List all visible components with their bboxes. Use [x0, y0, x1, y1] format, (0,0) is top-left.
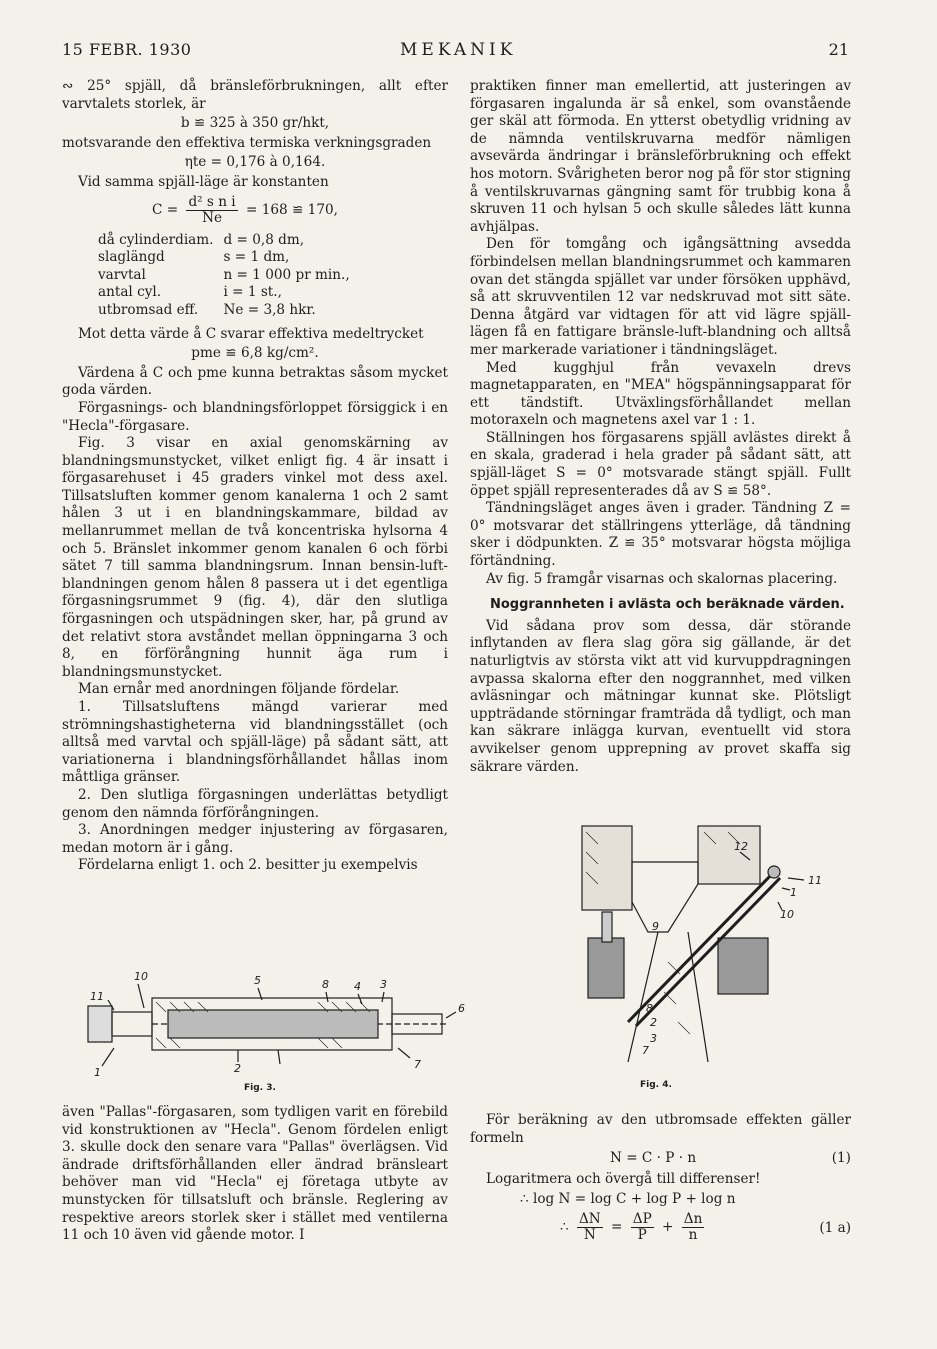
table-row	[98, 249, 360, 267]
paragraph: Fördelarna enligt 1. och 2. besitter ju exempelvis	[78, 857, 418, 874]
paragraph: Tändningsläget anges även i grader. Tändning Z = 0° motsvarar det ställringens ytterläge, då tändning sker i dödpunkten. Z ≌ 35° motsvarar högsta möjliga förtändning.	[470, 500, 851, 570]
equation: b ≌ 325 à 350 gr/hkt,	[180, 115, 330, 132]
right-column	[470, 78, 851, 776]
formula-prefix: ∴	[560, 1218, 569, 1235]
param-value: Ne = 3,8 hkr.	[223, 301, 316, 318]
fig3-label: 6	[458, 1002, 465, 1015]
paragraph: Vid samma spjäll-läge är konstanten	[78, 173, 329, 190]
numerator: Δn	[683, 1210, 703, 1227]
paragraph: även "Pallas"-förgasaren, som tydligen varit en förebild vid konstruktionen av "Hecla". Genom fördelen enligt 3. skulle dock den senare vara "Pallas" överlägsen. Vid ändrade driftsförhållanden eller ändrad bränsleart behöver man vid "Hecla" ej företaga utbyte av munstycken för tillsatsluft och bränsle. Reglering av respektive areors storlek sker i stället med ventilerna 11 och 10 även vid gående motor. I	[62, 1104, 448, 1244]
paragraph: Förgasnings- och blandningsförloppet försiggick i en "Hecla"-förgasare.	[62, 399, 448, 434]
table-row	[98, 302, 360, 320]
param-label: varvtal	[98, 266, 146, 283]
paragraph: Mot detta värde å C svarar effektiva medeltrycket	[78, 325, 424, 342]
fig3-label: 11	[90, 990, 104, 1003]
denominator: N	[583, 1226, 596, 1243]
section-heading: Noggrannheten i avlästa och beräknade värden.	[490, 597, 845, 613]
paragraph: 1. Tillsatsluftens mängd varierar med strömningshastigheterna vid blandningsstället (och alltså med varvtal och spjäll-läge) på sådant sätt, att variationerna i blandningsförhållandet hållas inom måttliga gränser.	[62, 699, 448, 786]
figure-3-caption: Fig. 3.	[244, 1083, 276, 1093]
denominator: Ne	[202, 209, 223, 226]
fig3-label: 5	[254, 974, 261, 987]
denominator: P	[637, 1226, 647, 1243]
paragraph: Ställningen hos förgasarens spjäll avlästes direkt å en skala, graderad i hela grader på sådant sätt, att spjäll-läget S = 0° motsvarade stängt spjäll. Fullt öppet spjäll representerades då av S ≌ 58°.	[470, 429, 851, 499]
paragraph: Den för tomgång och igångsättning avsedda förbindelsen mellan blandningsrummet och kammaren ovan det stängda spjället var under försöken upphävd, så att skruvventilen 12 var nedskruvad mot sitt säte. Denna åtgärd var vidtagen för att vid lägre spjäll-lägen få en fattigare bränsle-luft-blandning och alltså mer markerade variationer i tändningsläget.	[470, 236, 851, 358]
fig3-label: 3	[380, 978, 387, 991]
param-label: slaglängd	[98, 249, 165, 266]
constant-equation	[152, 195, 448, 226]
eq-left: C =	[152, 201, 179, 218]
fig4-label: 7	[642, 1044, 649, 1057]
param-value: i = 1 st.,	[223, 284, 282, 301]
fig3-label: 7	[414, 1058, 421, 1071]
paragraph: Värdena å C och pme kunna betraktas såsom mycket goda värden.	[62, 364, 448, 399]
fig3-label: 1	[94, 1066, 101, 1078]
paragraph: Logaritmera och övergå till differenser!	[486, 1170, 761, 1187]
paragraph: Man ernår med anordningen följande fördelar.	[78, 681, 400, 698]
numerator: d² s n i	[188, 193, 236, 210]
figure-3-nozzle-section	[78, 968, 468, 1078]
eq-right: = 168 ≌ 170,	[245, 201, 338, 218]
numerator: ΔN	[578, 1210, 601, 1227]
fig4-label: 3	[650, 1032, 657, 1045]
param-label: då cylinderdiam.	[98, 231, 214, 248]
table-row	[98, 284, 360, 302]
fig4-label: 9	[652, 920, 659, 933]
figure-4-carburetor-section	[568, 822, 828, 1074]
figure-4-caption: Fig. 4.	[640, 1080, 672, 1090]
paragraph: 2. Den slutliga förgasningen underlättas betydligt genom den nämnda förförångningen.	[62, 786, 448, 821]
formula-2: ∴ log N = log C + log P + log n	[520, 1191, 736, 1208]
param-value: d = 0,8 dm,	[223, 231, 305, 248]
fraction	[631, 1212, 654, 1243]
journal-title: MEKANIK	[400, 40, 517, 60]
paragraph: praktiken finner man emellertid, att justeringen av förgasaren ingalunda är så enkel, som ovanstående ger skäl att förmoda. En ytterst obetydlig vridning av de nämnda ventilskruvarna medför nämligen avsevärda ändringar i bränsleförbrukning och effekt hos motorn. Svårigheten beror nog på för stor stigning å ventilskruvarnas gängning samt för trubbig kona å skruven 11 och hylsan 5 och skulle således lätt kunna avhjälpas.	[470, 78, 851, 235]
paragraph: Med kugghjul från vevaxeln drevs magnetapparaten, en "MEA" högspänningsapparat för ett tändstift. Utväxlingsförhållandet mellan motoraxeln och magnetens axel var 1 : 1.	[470, 359, 851, 429]
param-value: n = 1 000 pr min.,	[223, 266, 350, 283]
fig3-label: 10	[134, 970, 148, 983]
formula-number: (1 a)	[819, 1219, 851, 1236]
fraction	[577, 1212, 603, 1243]
denominator: n	[688, 1226, 698, 1243]
paragraph: 3. Anordningen medger injustering av förgasaren, medan motorn är i gång.	[62, 822, 448, 856]
equation: ηte = 0,176 à 0,164.	[184, 154, 326, 171]
numerator: ΔP	[632, 1210, 652, 1227]
paragraph: För beräkning av den utbromsade effekten gäller formeln	[470, 1112, 851, 1146]
param-label: antal cyl.	[98, 284, 162, 301]
paragraph: ∾ 25° spjäll, då bränsleförbrukningen, allt efter varvtalets storlek, är	[62, 78, 448, 112]
paragraph: motsvarande den effektiva termiska verkningsgraden	[62, 134, 432, 151]
paragraph: Av fig. 5 framgår visarnas och skalornas placering.	[486, 570, 838, 587]
page-number: 21	[828, 40, 849, 59]
param-label: utbromsad eff.	[98, 301, 199, 318]
formula-text: N = C · P · n	[610, 1150, 697, 1167]
fraction	[682, 1212, 705, 1243]
fig4-label: 2	[650, 1016, 657, 1029]
fig4-label: 12	[734, 840, 748, 853]
left-column	[62, 78, 448, 875]
fig4-label: 1	[790, 886, 797, 899]
issue-date: 15 FEBR. 1930	[62, 40, 192, 59]
table-row	[98, 232, 360, 250]
paragraph: Fig. 3 visar en axial genomskärning av blandningsmunstycket, vilket enligt fig. 4 är insatt i förgasarehuset i 45 graders vinkel mot dess axel. Tillsatsluften kommer genom kanalerna 1 och 2 samt hålen 3 ut i en blandningskammare, bildad av mellanrummet mellan de två koncentriska hylsorna 4 och 5. Bränslet inkommer genom kanalen 6 och förbi sätet 7 till samma blandningsrum. Innan bensin-luft-blandningen genom hålen 8 passera ut i det egentliga förgasningsrummet 9 (fig. 4), där den slutliga förgasningen och utspädningen sker, har, på grund av det relativt stora avståndet mellan öppningarna 3 och 8, en förförångning hunnit äga rum i blandningsmunstycket.	[62, 435, 448, 680]
formula-1	[470, 1150, 851, 1168]
table-row	[98, 267, 360, 285]
fig4-label: 8	[646, 1002, 653, 1015]
fig3-label: 8	[322, 978, 329, 991]
fig4-label: 11	[808, 874, 822, 887]
paragraph: Vid sådana prov som dessa, där störande inflytanden av flera slag göra sig gällande, är det naturligtvis av största vikt att vid kurvuppdragningen avpassa skalorna efter den noggrannhet, med vilken avläsningar och mätningar kunnat ske. Plötsligt uppträdande störningar framträda då tydligt, och man kan säkrare inlägga kurvan, eventuellt vid stora avvikelser genom upprepning av provet skaffa sig säkrare värden.	[470, 617, 851, 775]
parameter-table	[98, 232, 360, 320]
fraction	[186, 195, 237, 226]
bottom-right-column	[470, 1112, 851, 1246]
fig3-label: 2	[234, 1062, 241, 1075]
equation: pme ≌ 6,8 kg/cm².	[191, 345, 319, 362]
bottom-left-column	[62, 1104, 448, 1245]
param-value: s = 1 dm,	[223, 249, 290, 266]
fig3-label: 4	[354, 980, 361, 993]
formula-1a: (1 a) ∴ $\frac{\Delta N}{N}$ = $\frac{\Delta P}{P}$ + $\frac{\Delta n}{n}$	[560, 1210, 851, 1243]
fig4-label: 10	[780, 908, 794, 921]
formula-number: (1)	[831, 1150, 851, 1167]
